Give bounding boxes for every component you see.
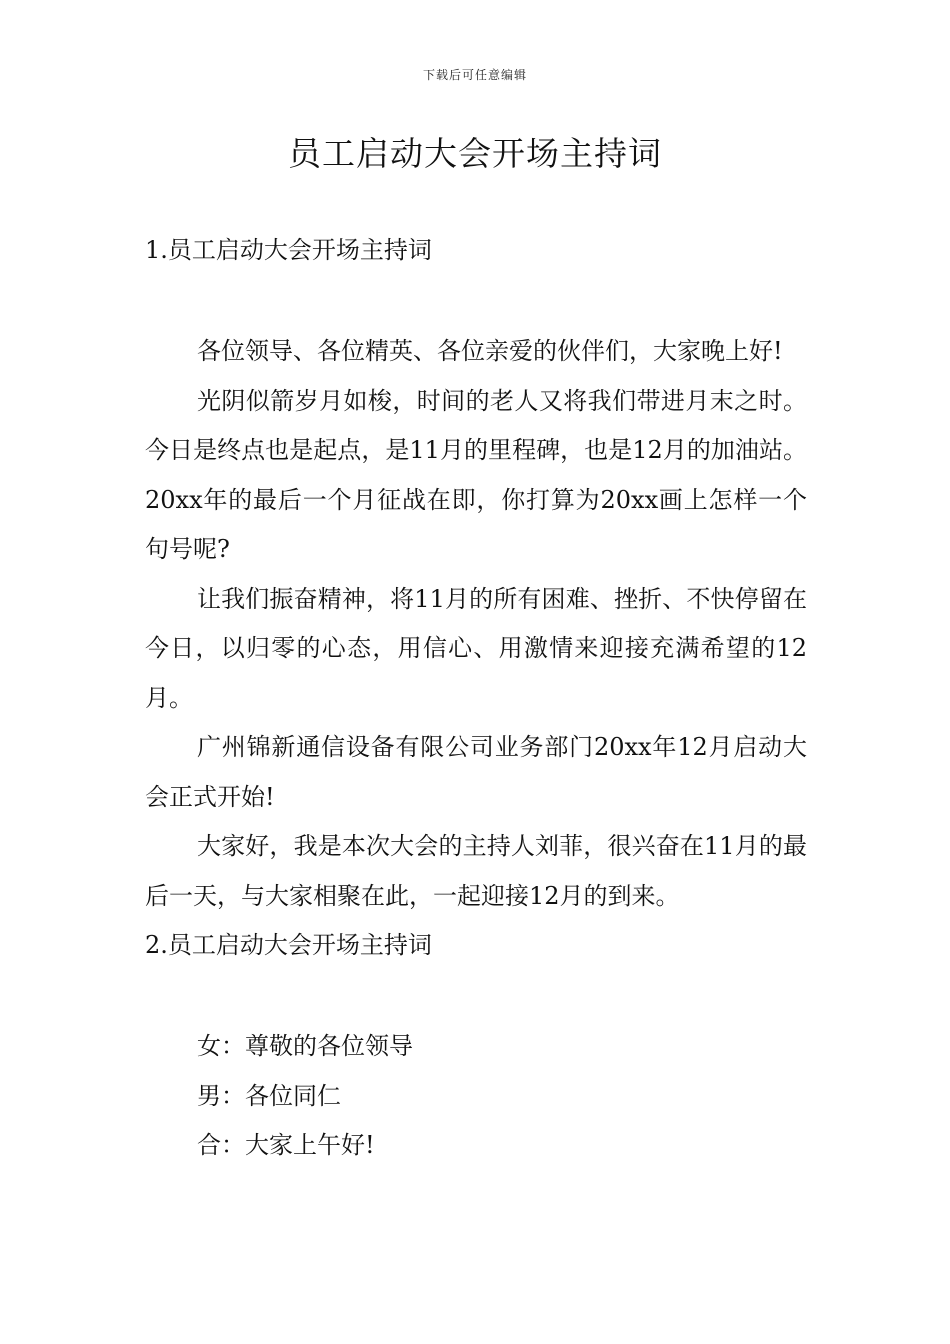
document-title: 员工启动大会开场主持词 xyxy=(288,134,662,173)
dialog-line-male: 男：各位同仁 xyxy=(197,1081,341,1110)
header-note: 下载后可任意编辑 xyxy=(422,68,527,82)
section-1-heading: 1.员工启动大会开场主持词 xyxy=(145,236,432,264)
blank-line xyxy=(145,970,807,1022)
dialog-line-female: 女：尊敬的各位领导 xyxy=(197,1032,413,1060)
paragraph-opening: 广州锦新通信设备有限公司业务部门20xx年12月启动大会正式开始! xyxy=(145,733,807,811)
dialog-line-together: 合：大家上午好! xyxy=(197,1131,375,1159)
document-body xyxy=(145,226,807,1171)
section-2-heading: 2.员工启动大会开场主持词 xyxy=(145,931,432,959)
paragraph-time: 光阴似箭岁月如梭，时间的老人又将我们带进月末之时。今日是终点也是起点，是11月的里程碑，也是12月的加油站。20xx年的最后一个月征战在即，你打算为20xx画上怎样一个句号呢? xyxy=(145,386,807,563)
paragraph-greeting: 各位领导、各位精英、各位亲爱的伙伴们，大家晚上好! xyxy=(197,337,783,365)
blank-line xyxy=(145,275,807,327)
paragraph-spirit: 让我们振奋精神，将11月的所有困难、挫折、不快停留在今日，以归零的心态，用信心、用激情来迎接充满希望的12月。 xyxy=(145,584,807,712)
paragraph-host-intro: 大家好，我是本次大会的主持人刘菲，很兴奋在11月的最后一天，与大家相聚在此，一起迎接12月的到来。 xyxy=(145,832,807,910)
